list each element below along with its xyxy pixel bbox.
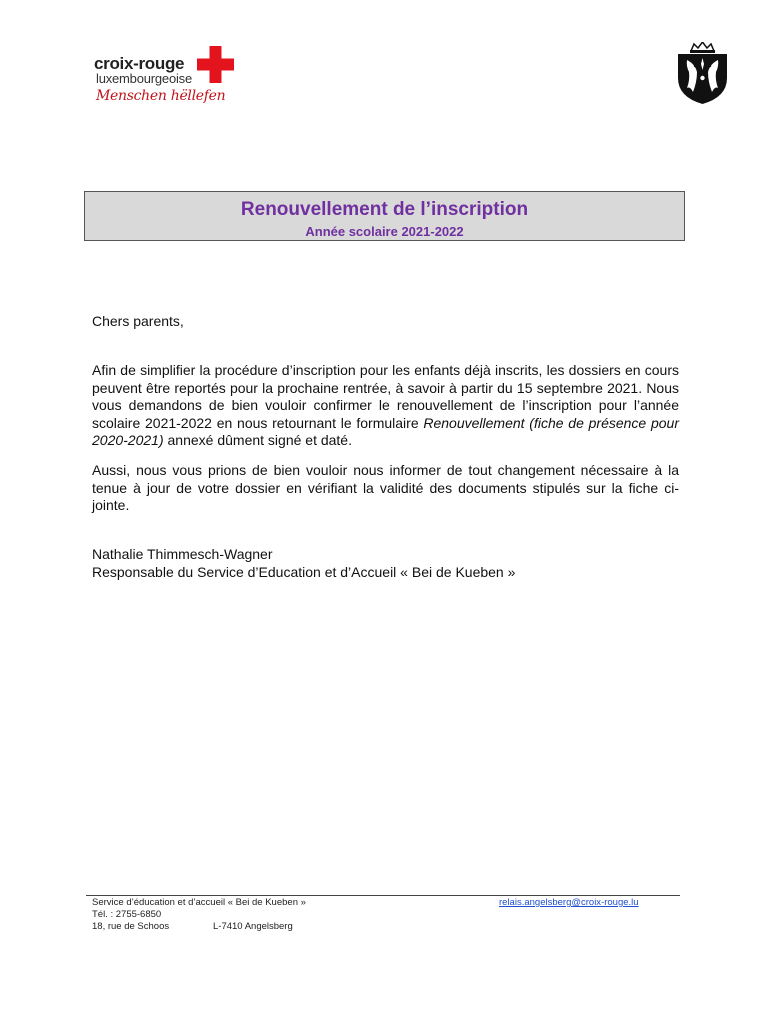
footer-city: L-7410 Angelsberg bbox=[213, 921, 293, 932]
paragraph-1-text-a: Afin de simplifier la procédure d’inscription pour les enfants déjà inscrits, les dossiers en cours peuvent être reportés pour la prochaine rentrée, à savoir à partir du 15 septembre 2021. Nous vous demandons de bien vouloir confirmer le renouvellement de l’inscription pour l’année scolaire 2021-2022 en nous retournant le formulaire bbox=[92, 362, 679, 431]
paragraph-1-text-b: annexé dûment signé et daté. bbox=[163, 432, 352, 448]
footer-email-link[interactable]: relais.angelsberg@croix-rouge.lu bbox=[499, 897, 639, 908]
croix-rouge-logo bbox=[94, 44, 239, 110]
municipal-coat-of-arms-icon bbox=[675, 42, 730, 105]
document-title-box bbox=[84, 191, 685, 241]
document-subtitle: Année scolaire 2021-2022 bbox=[305, 224, 464, 239]
footer-address: 18, rue de Schoos bbox=[92, 921, 170, 932]
logo-name: croix-rouge bbox=[94, 54, 185, 73]
document-title: Renouvellement de l’inscription bbox=[240, 199, 529, 220]
paragraph-2: Aussi, nous vous prions de bien vouloir nous informer de tout changement nécessaire à la tenue à jour de votre dossier en vérifiant la validité des documents stipulés sur la fiche ci-jointe. bbox=[92, 462, 679, 513]
footer-service: Service d’éducation et d’accueil « Bei de Kueben » bbox=[92, 897, 306, 908]
footer-phone: Tél. : 2755-6850 bbox=[92, 909, 162, 920]
salutation: Chers parents, bbox=[92, 313, 184, 329]
signature-role: Responsable du Service d’Education et d’Accueil « Bei de Kueben » bbox=[92, 564, 516, 580]
paragraph-1 bbox=[92, 362, 679, 450]
footer-divider bbox=[86, 895, 680, 896]
signature-name: Nathalie Thimmesch-Wagner bbox=[92, 546, 273, 562]
red-cross-icon bbox=[197, 46, 234, 83]
logo-subname: luxembourgeoise bbox=[96, 71, 193, 86]
logo-tagline: Menschen hëllefen bbox=[96, 88, 226, 104]
form-name: Renouvellement (fiche de présence pour 2020-2021) bbox=[92, 414, 679, 448]
